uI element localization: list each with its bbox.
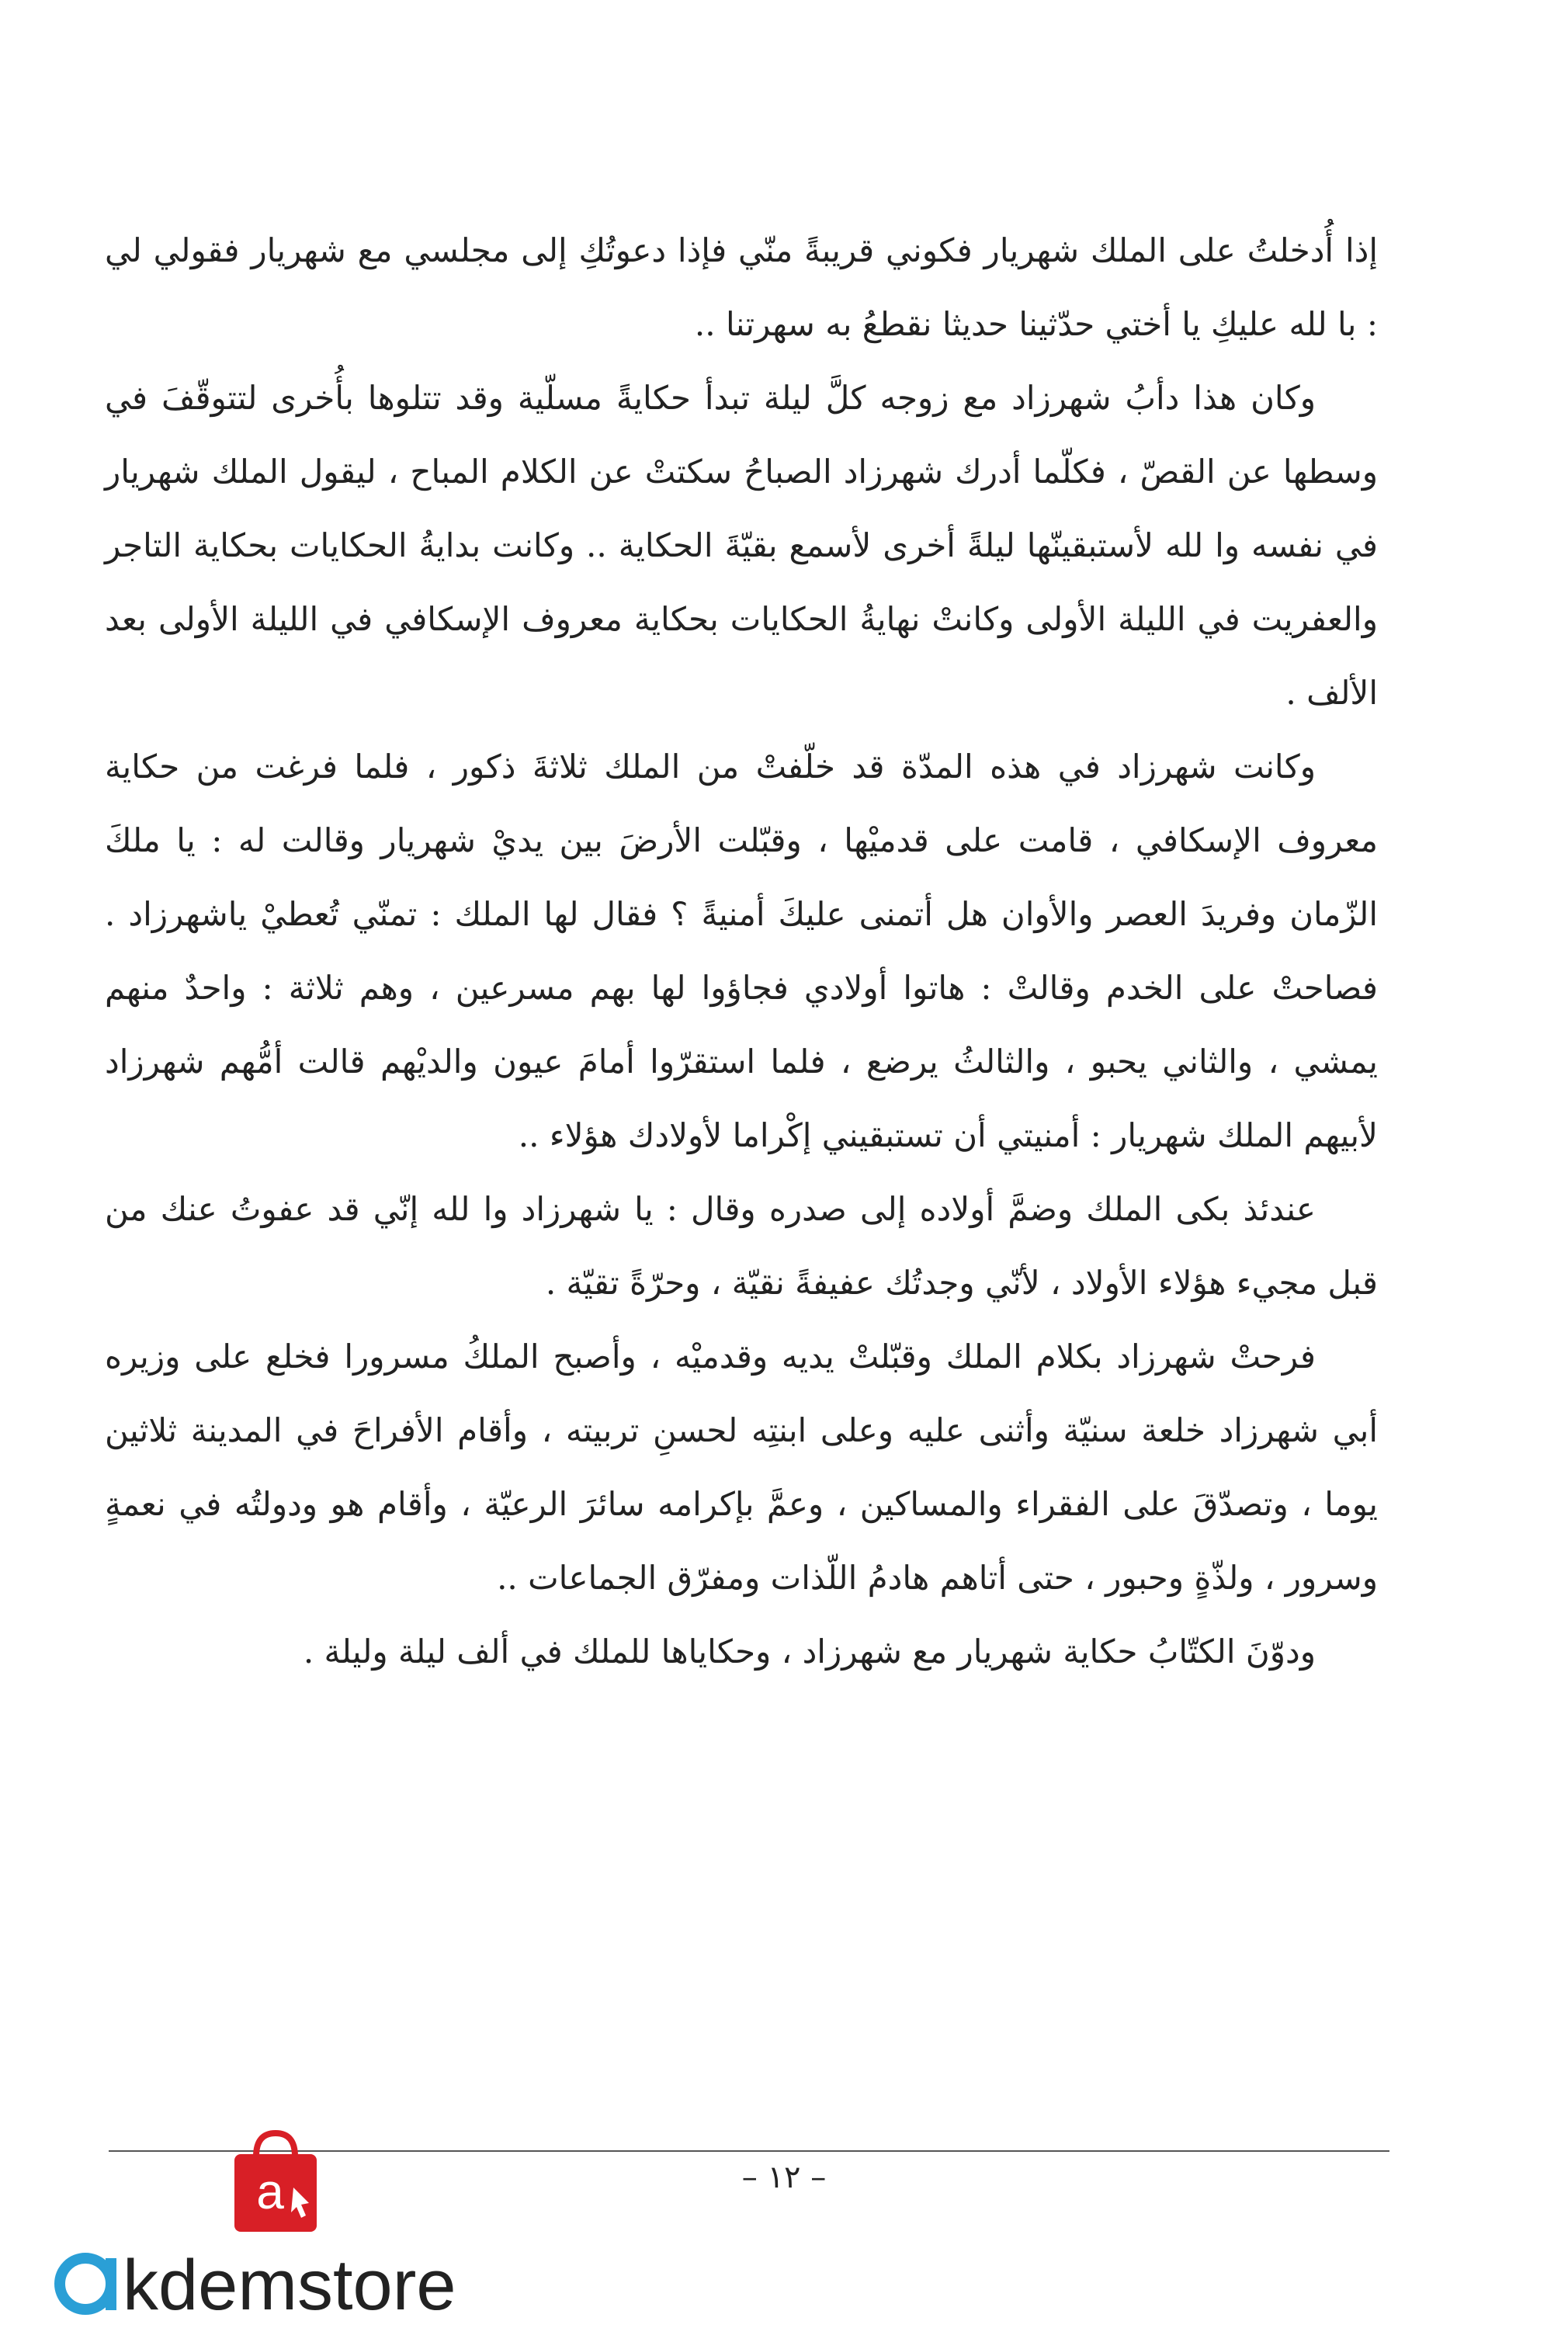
bag-letter: a — [256, 2163, 284, 2219]
paragraph-5: فرحتْ شهرزاد بكلام الملك وقبّلتْ يديه وقدميْه ، وأصبح الملكُ مسرورا فخلع على وزيره أبي شهرزاد خلعة سنيّة وأثنى عليه وعلى ابنتِه لحسنِ تربيته ، وأقام الأفراحَ في المدينة ثلاثين يوما ، وتصدّقَ على الفقراء والمساكين ، وعمَّ بإكرامه سائرَ الرعيّة ، وأقام هو ودولتُه في نعمةٍ وسرور ، ولذّةٍ وحبور ، حتى أتاهم هادمُ اللّذات ومفرّق الجماعات .. — [105, 1338, 1378, 1597]
paragraph-2: وكان هذا دأبُ شهرزاد مع زوجه كلَّ ليلة تبدأ حكايةً مسلّية وقد تتلوها بأُخرى لتتوقّفَ في وسطها عن القصّ ، فكلّما أدرك شهرزاد الصباحُ سكتتْ عن الكلام المباح ، ليقول الملك شهريار في نفسه وا لله لأستبقينّها ليلةً أخرى لأسمع بقيّةَ الحكاية .. وكانت بدايةُ الحكايات بحكاية التاجر والعفريت في الليلة الأولى وكانتْ نهايةُ الحكايات بحكاية معروف الإسكافي في الليلة الأولى بعد الألف . — [105, 379, 1378, 712]
page-number: – ١٢ – — [741, 2160, 827, 2195]
paragraph-4: عندئذ بكى الملك وضمَّ أولاده إلى صدره وقال : يا شهرزاد وا لله إنّي قد عفوتُ عنك من قبل مجيء هؤلاء الأولاد ، لأنّي وجدتُك عفيفةً نقيّة ، وحرّةً تقيّة . — [105, 1190, 1378, 1302]
akdemstore-logo — [54, 2236, 489, 2321]
paragraph-1: إذا أُدخلتُ على الملك شهريار فكوني قريبةً منّي فإذا دعوتُكِ إلى مجلسي مع شهريار فقولي لي : با لله عليكِ يا أختي حدّثينا حديثا نقطعُ به سهرتنا .. — [105, 231, 1378, 343]
paragraph-6: ودوّنَ الكتّابُ حكاية شهريار مع شهرزاد ، وحكاياها للملك في ألف ليلة وليلة . — [303, 1632, 1316, 1671]
brand-text: kdemstore — [123, 2246, 456, 2321]
page-body-text — [105, 213, 1378, 1688]
paragraph-3: وكانت شهرزاد في هذه المدّة قد خلّفتْ من الملك ثلاثةَ ذكور ، فلما فرغت من حكاية معروف الإسكافي ، قامت على قدميْها ، وقبّلت الأرضَ بين يديْ شهريار وقالت له : يا ملكَ الزّمان وفريدَ العصر والأوان هل أتمنى عليكَ أمنيةً ؟ فقال لها الملك : تمنّي تُعطيْ ياشهرزاد . فصاحتْ على الخدم وقالتْ : هاتوا أولادي فجاؤوا لها بهم مسرعين ، وهم ثلاثة : واحدٌ منهم يمشي ، والثاني يحبو ، والثالثُ يرضع ، فلما استقرّوا أمامَ عيون والديْهم قالت أمُّهم شهرزاد لأبيهم الملك شهريار : أمنيتي أن تستبقيني إكْراما لأولادك هؤلاء .. — [105, 748, 1378, 1154]
shopping-bag-icon — [217, 2127, 334, 2236]
logo-a-ring — [60, 2258, 111, 2309]
logo-a-stem — [106, 2258, 116, 2310]
bag-handle — [256, 2133, 295, 2156]
store-watermark — [54, 2127, 489, 2321]
